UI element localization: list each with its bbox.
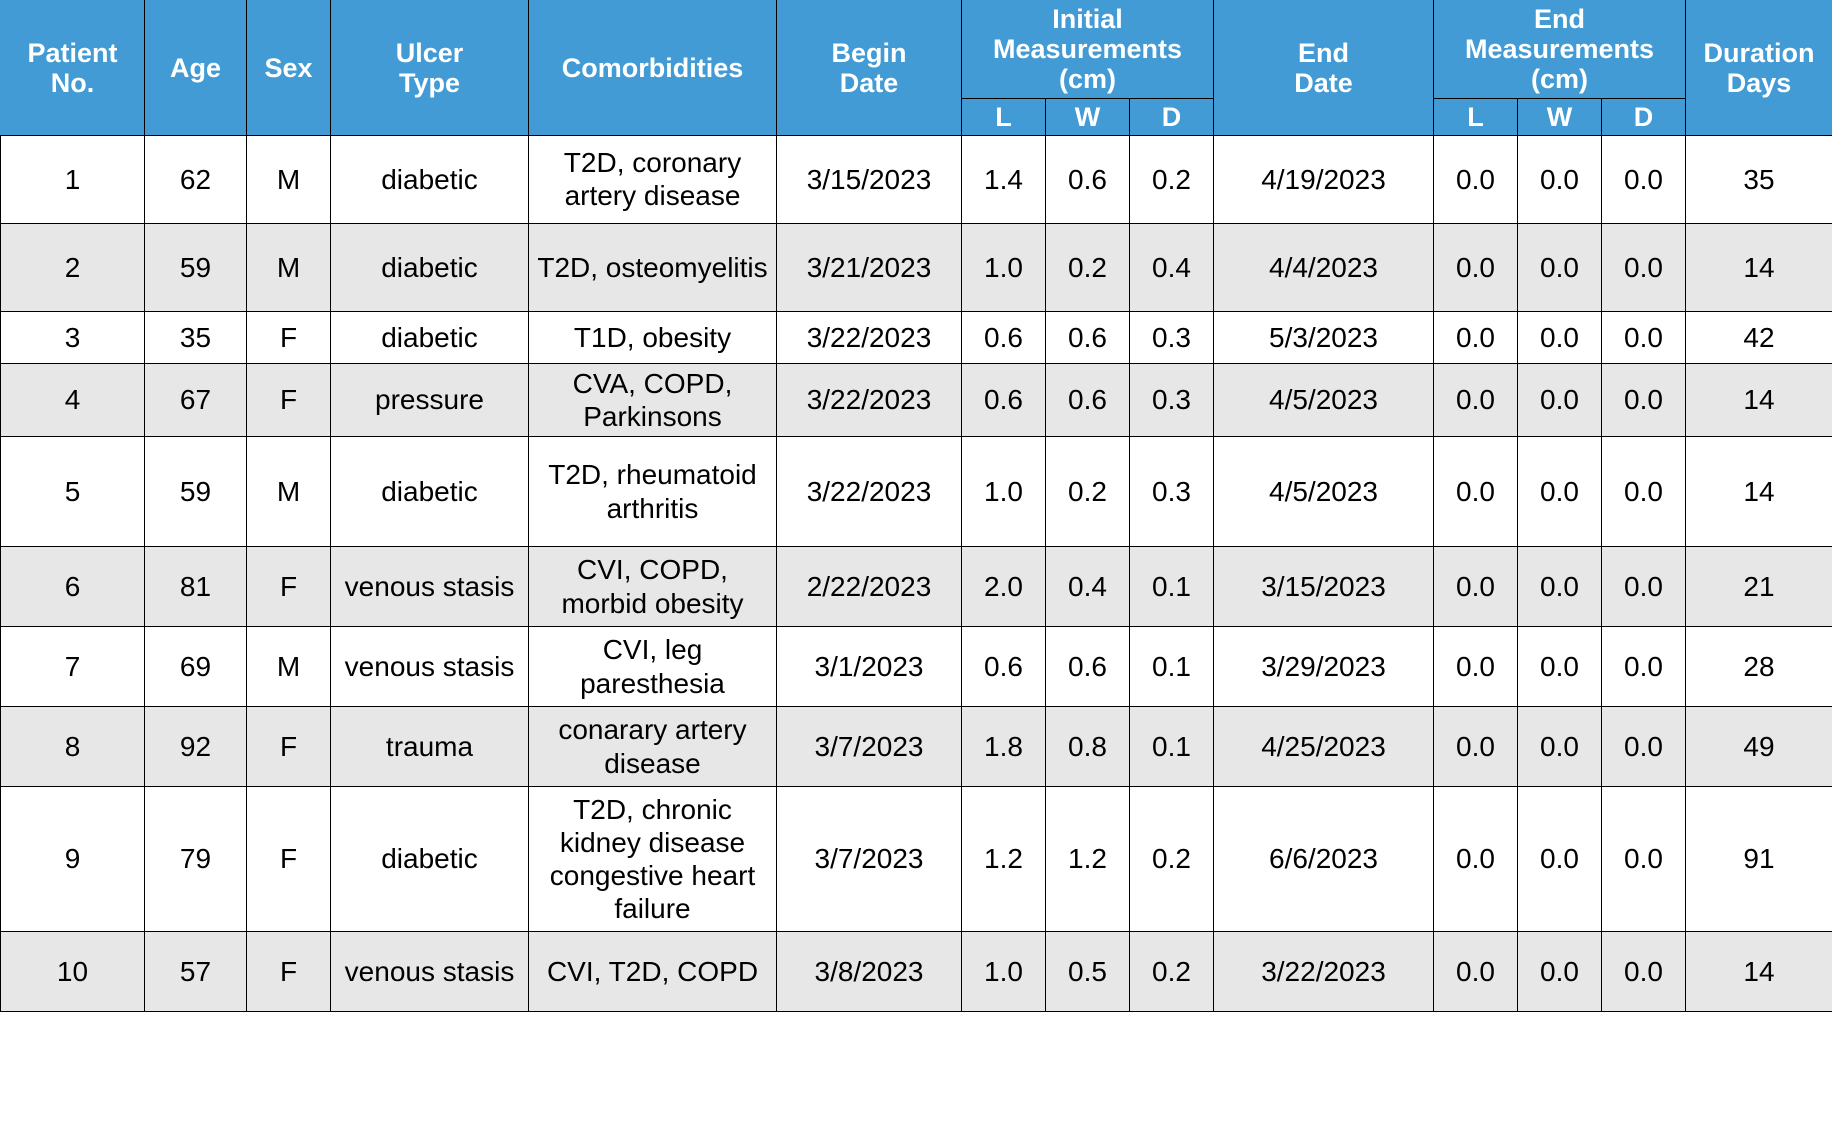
header-end-l: L — [1434, 98, 1518, 135]
cell-duration-days: 14 — [1686, 932, 1832, 1012]
cell-initial-l: 1.0 — [962, 932, 1046, 1012]
header-duration-days: Duration Days — [1686, 1, 1832, 136]
header-sex: Sex — [247, 1, 331, 136]
header-patient-no: Patient No. — [1, 1, 145, 136]
cell-patient-no: 4 — [1, 363, 145, 436]
table-row — [1, 223, 1832, 311]
cell-end-date: 5/3/2023 — [1214, 311, 1434, 363]
cell-sex: M — [247, 627, 331, 707]
cell-begin-date: 2/22/2023 — [777, 547, 962, 627]
cell-initial-l: 1.2 — [962, 787, 1046, 932]
cell-end-w: 0.0 — [1518, 223, 1602, 311]
cell-end-date: 4/5/2023 — [1214, 363, 1434, 436]
cell-begin-date: 3/21/2023 — [777, 223, 962, 311]
cell-comorbidities: T1D, obesity — [529, 311, 777, 363]
cell-end-date: 3/15/2023 — [1214, 547, 1434, 627]
cell-initial-l: 0.6 — [962, 627, 1046, 707]
cell-patient-no: 9 — [1, 787, 145, 932]
cell-ulcer-type: diabetic — [331, 135, 529, 223]
cell-initial-l: 1.4 — [962, 135, 1046, 223]
cell-end-l: 0.0 — [1434, 223, 1518, 311]
cell-initial-d: 0.3 — [1130, 311, 1214, 363]
cell-initial-d: 0.3 — [1130, 363, 1214, 436]
table-row — [1, 707, 1832, 787]
cell-initial-d: 0.2 — [1130, 787, 1214, 932]
cell-initial-w: 0.2 — [1046, 437, 1130, 547]
table-row — [1, 437, 1832, 547]
cell-end-d: 0.0 — [1602, 363, 1686, 436]
cell-end-d: 0.0 — [1602, 547, 1686, 627]
cell-end-l: 0.0 — [1434, 707, 1518, 787]
cell-ulcer-type: venous stasis — [331, 932, 529, 1012]
cell-end-l: 0.0 — [1434, 437, 1518, 547]
table-row — [1, 547, 1832, 627]
cell-begin-date: 3/7/2023 — [777, 707, 962, 787]
table-header-row-1 — [1, 1, 1832, 99]
cell-ulcer-type: venous stasis — [331, 627, 529, 707]
cell-end-l: 0.0 — [1434, 135, 1518, 223]
cell-initial-l: 0.6 — [962, 363, 1046, 436]
cell-initial-d: 0.1 — [1130, 547, 1214, 627]
cell-age: 79 — [145, 787, 247, 932]
cell-end-w: 0.0 — [1518, 547, 1602, 627]
cell-begin-date: 3/22/2023 — [777, 363, 962, 436]
cell-end-w: 0.0 — [1518, 363, 1602, 436]
cell-patient-no: 6 — [1, 547, 145, 627]
cell-end-w: 0.0 — [1518, 707, 1602, 787]
cell-initial-l: 1.8 — [962, 707, 1046, 787]
cell-ulcer-type: trauma — [331, 707, 529, 787]
table-row — [1, 135, 1832, 223]
cell-begin-date: 3/22/2023 — [777, 311, 962, 363]
cell-begin-date: 3/15/2023 — [777, 135, 962, 223]
cell-initial-w: 1.2 — [1046, 787, 1130, 932]
cell-duration-days: 14 — [1686, 437, 1832, 547]
cell-initial-d: 0.2 — [1130, 135, 1214, 223]
header-end-w: W — [1518, 98, 1602, 135]
cell-duration-days: 49 — [1686, 707, 1832, 787]
header-begin-date: Begin Date — [777, 1, 962, 136]
cell-end-l: 0.0 — [1434, 932, 1518, 1012]
cell-sex: M — [247, 437, 331, 547]
cell-initial-w: 0.6 — [1046, 627, 1130, 707]
cell-age: 92 — [145, 707, 247, 787]
cell-comorbidities: CVA, COPD, Parkinsons — [529, 363, 777, 436]
cell-comorbidities: CVI, COPD, morbid obesity — [529, 547, 777, 627]
header-initial-l: L — [962, 98, 1046, 135]
cell-duration-days: 14 — [1686, 363, 1832, 436]
cell-patient-no: 5 — [1, 437, 145, 547]
cell-sex: F — [247, 932, 331, 1012]
cell-patient-no: 1 — [1, 135, 145, 223]
cell-end-l: 0.0 — [1434, 363, 1518, 436]
cell-ulcer-type: venous stasis — [331, 547, 529, 627]
cell-sex: F — [247, 311, 331, 363]
cell-end-d: 0.0 — [1602, 223, 1686, 311]
cell-begin-date: 3/8/2023 — [777, 932, 962, 1012]
cell-sex: M — [247, 135, 331, 223]
cell-end-date: 3/29/2023 — [1214, 627, 1434, 707]
table-row — [1, 787, 1832, 932]
cell-begin-date: 3/22/2023 — [777, 437, 962, 547]
cell-patient-no: 7 — [1, 627, 145, 707]
cell-comorbidities: T2D, coronary artery disease — [529, 135, 777, 223]
table-row — [1, 311, 1832, 363]
cell-initial-l: 0.6 — [962, 311, 1046, 363]
cell-sex: M — [247, 223, 331, 311]
cell-begin-date: 3/7/2023 — [777, 787, 962, 932]
cell-duration-days: 21 — [1686, 547, 1832, 627]
cell-end-date: 4/19/2023 — [1214, 135, 1434, 223]
cell-initial-d: 0.1 — [1130, 707, 1214, 787]
cell-ulcer-type: diabetic — [331, 311, 529, 363]
header-ulcer-type: Ulcer Type — [331, 1, 529, 136]
table-header — [1, 1, 1832, 136]
cell-initial-d: 0.3 — [1130, 437, 1214, 547]
cell-end-w: 0.0 — [1518, 787, 1602, 932]
cell-age: 57 — [145, 932, 247, 1012]
cell-end-w: 0.0 — [1518, 135, 1602, 223]
cell-ulcer-type: diabetic — [331, 223, 529, 311]
cell-initial-l: 1.0 — [962, 437, 1046, 547]
cell-end-date: 4/4/2023 — [1214, 223, 1434, 311]
cell-end-date: 6/6/2023 — [1214, 787, 1434, 932]
cell-ulcer-type: pressure — [331, 363, 529, 436]
cell-duration-days: 14 — [1686, 223, 1832, 311]
cell-end-w: 0.0 — [1518, 627, 1602, 707]
cell-initial-l: 2.0 — [962, 547, 1046, 627]
table-body — [1, 135, 1832, 1011]
cell-age: 69 — [145, 627, 247, 707]
cell-initial-d: 0.1 — [1130, 627, 1214, 707]
cell-sex: F — [247, 547, 331, 627]
table-row — [1, 627, 1832, 707]
cell-end-date: 4/5/2023 — [1214, 437, 1434, 547]
cell-duration-days: 42 — [1686, 311, 1832, 363]
cell-age: 35 — [145, 311, 247, 363]
cell-end-l: 0.0 — [1434, 627, 1518, 707]
cell-end-w: 0.0 — [1518, 437, 1602, 547]
cell-duration-days: 28 — [1686, 627, 1832, 707]
cell-age: 81 — [145, 547, 247, 627]
cell-sex: F — [247, 787, 331, 932]
header-initial-measurements: Initial Measurements (cm) — [962, 1, 1214, 99]
cell-patient-no: 10 — [1, 932, 145, 1012]
header-end-measurements: End Measurements (cm) — [1434, 1, 1686, 99]
cell-ulcer-type: diabetic — [331, 437, 529, 547]
cell-age: 67 — [145, 363, 247, 436]
cell-comorbidities: T2D, chronic kidney disease congestive heart failure — [529, 787, 777, 932]
cell-initial-w: 0.6 — [1046, 311, 1130, 363]
cell-end-l: 0.0 — [1434, 787, 1518, 932]
cell-age: 59 — [145, 223, 247, 311]
cell-duration-days: 35 — [1686, 135, 1832, 223]
cell-initial-w: 0.5 — [1046, 932, 1130, 1012]
cell-initial-w: 0.6 — [1046, 363, 1130, 436]
header-initial-w: W — [1046, 98, 1130, 135]
cell-end-d: 0.0 — [1602, 707, 1686, 787]
header-age: Age — [145, 1, 247, 136]
cell-end-d: 0.0 — [1602, 135, 1686, 223]
cell-initial-d: 0.4 — [1130, 223, 1214, 311]
cell-duration-days: 91 — [1686, 787, 1832, 932]
cell-end-date: 3/22/2023 — [1214, 932, 1434, 1012]
cell-end-l: 0.0 — [1434, 547, 1518, 627]
cell-patient-no: 8 — [1, 707, 145, 787]
cell-initial-w: 0.2 — [1046, 223, 1130, 311]
cell-comorbidities: T2D, rheumatoid arthritis — [529, 437, 777, 547]
cell-age: 62 — [145, 135, 247, 223]
cell-age: 59 — [145, 437, 247, 547]
header-comorbidities: Comorbidities — [529, 1, 777, 136]
cell-end-d: 0.0 — [1602, 627, 1686, 707]
cell-end-d: 0.0 — [1602, 932, 1686, 1012]
cell-comorbidities: conarary artery disease — [529, 707, 777, 787]
cell-initial-w: 0.8 — [1046, 707, 1130, 787]
header-end-date: End Date — [1214, 1, 1434, 136]
cell-end-d: 0.0 — [1602, 437, 1686, 547]
cell-initial-w: 0.6 — [1046, 135, 1130, 223]
header-end-d: D — [1602, 98, 1686, 135]
cell-end-date: 4/25/2023 — [1214, 707, 1434, 787]
cell-sex: F — [247, 363, 331, 436]
cell-end-d: 0.0 — [1602, 311, 1686, 363]
cell-comorbidities: CVI, T2D, COPD — [529, 932, 777, 1012]
cell-initial-w: 0.4 — [1046, 547, 1130, 627]
cell-comorbidities: T2D, osteomyelitis — [529, 223, 777, 311]
cell-end-w: 0.0 — [1518, 311, 1602, 363]
cell-end-l: 0.0 — [1434, 311, 1518, 363]
cell-end-d: 0.0 — [1602, 787, 1686, 932]
cell-end-w: 0.0 — [1518, 932, 1602, 1012]
cell-begin-date: 3/1/2023 — [777, 627, 962, 707]
table-row — [1, 932, 1832, 1012]
cell-initial-d: 0.2 — [1130, 932, 1214, 1012]
cell-sex: F — [247, 707, 331, 787]
cell-patient-no: 2 — [1, 223, 145, 311]
header-initial-d: D — [1130, 98, 1214, 135]
cell-initial-l: 1.0 — [962, 223, 1046, 311]
cell-patient-no: 3 — [1, 311, 145, 363]
cell-ulcer-type: diabetic — [331, 787, 529, 932]
table-row — [1, 363, 1832, 436]
cell-comorbidities: CVI, leg paresthesia — [529, 627, 777, 707]
